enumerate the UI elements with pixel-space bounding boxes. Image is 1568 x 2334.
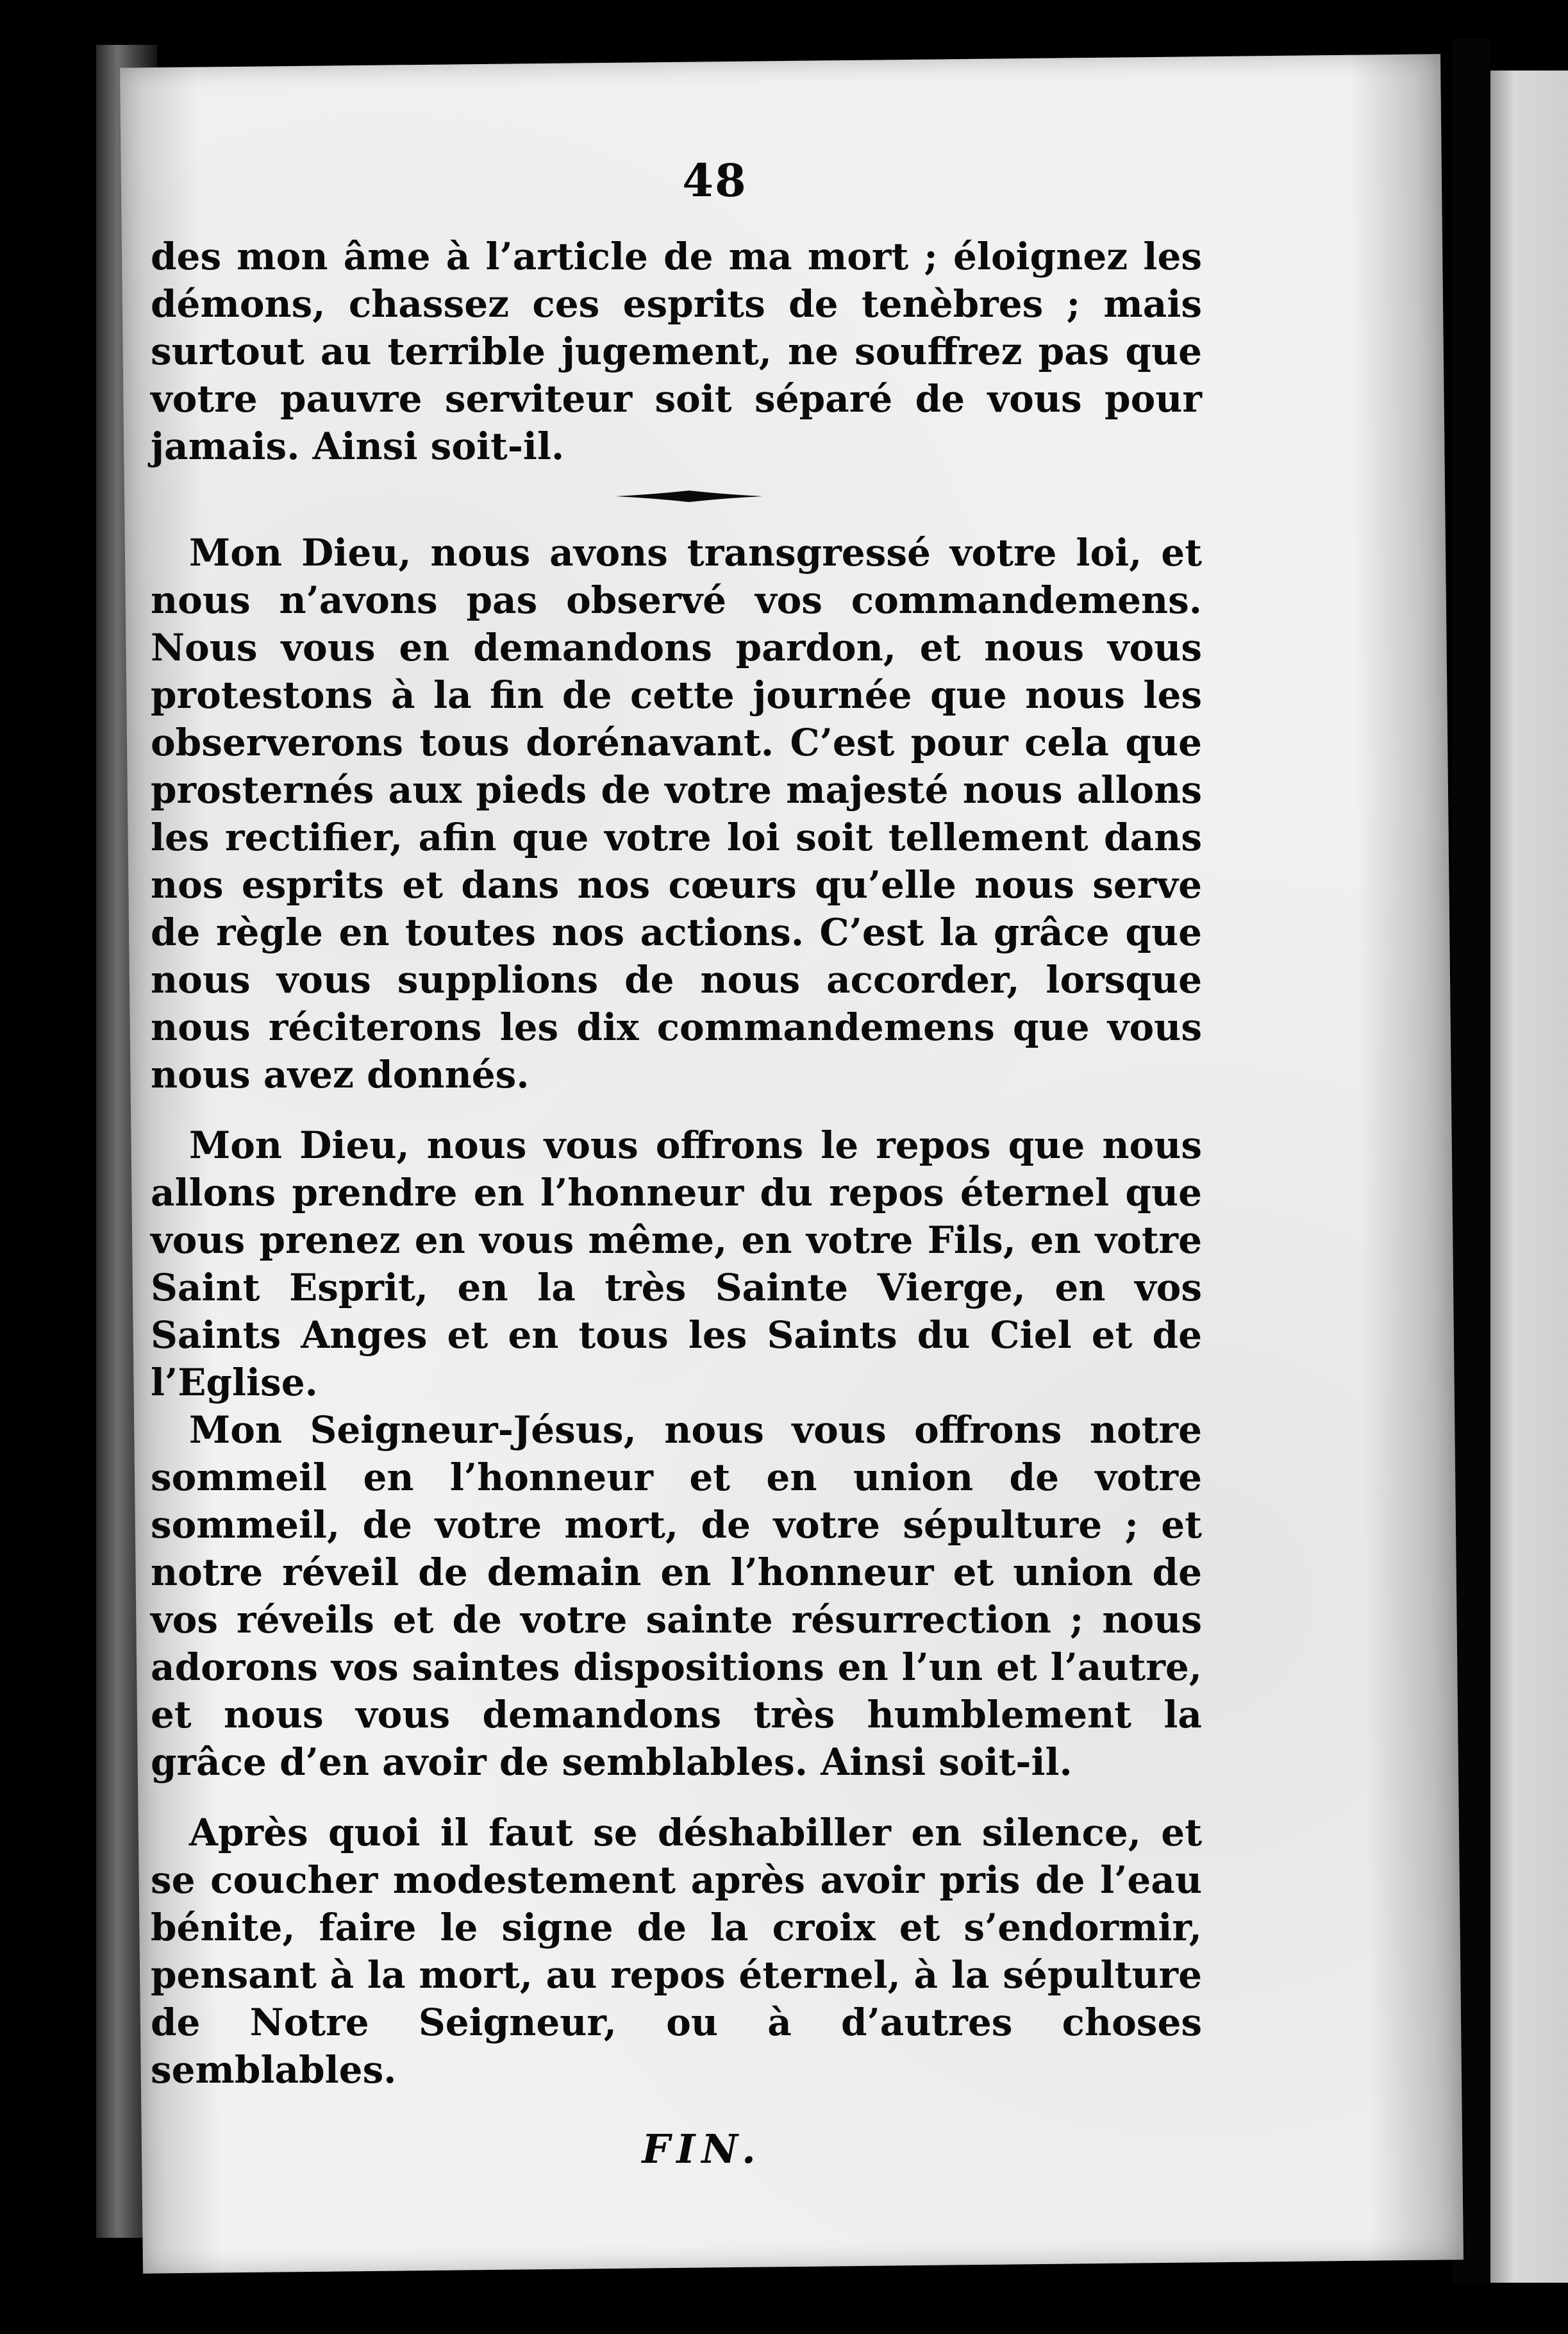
- end-text: FIN.: [642, 2126, 762, 2172]
- paragraph-coucher: Après quoi il faut se déshabiller en silence, et se coucher modestement après avoir pris de l’eau bénite, faire le signe de la croix et s’endormir, pensant à la mort, au repos éternel, à la sépulture de Notre Seigneur, ou à d’autres choses semblables.: [151, 1811, 1202, 2092]
- next-page-edge: [1490, 71, 1568, 2283]
- page-text: [151, 154, 1202, 2172]
- paragraph-continuation: des mon âme à l’article de ma mort ; éloignez les démons, chassez ces esprits de tenèbres ; mais surtout au terrible jugement, ne souffrez pas que votre pauvre serviteur soit séparé de vous pour jamais. Ainsi soit-il.: [151, 235, 1202, 468]
- paragraph-transgression: Mon Dieu, nous avons transgressé votre loi, et nous n’avons pas observé vos commandemens. Nous vous en demandons pardon, et nous vous protestons à la fin de cette journée que nous les observerons tous dorénavant. C’est pour cela que prosternés aux pieds de votre majesté nous allons les rectifier, afin que votre loi soit tellement dans nos esprits et dans nos cœurs qu’elle nous serve de règle en toutes nos actions. C’est la grâce que nous vous supplions de nous accorder, lorsque nous réciterons les dix commandemens que vous nous avez donnés.: [151, 531, 1202, 1096]
- paragraph-sommeil: Mon Seigneur-Jésus, nous vous offrons notre sommeil en l’honneur et en union de votre sommeil, de votre mort, de votre sépulture ; et notre réveil de demain en l’honneur et union de vos réveils et de votre sainte résurrection ; nous adorons vos saintes dispositions en l’un et l’autre, et nous vous demandons très humblement la grâce d’en avoir de semblables. Ainsi soit-il.: [151, 1408, 1202, 1784]
- page-number: 48: [682, 154, 747, 207]
- paragraph-repos: Mon Dieu, nous vous offrons le repos que nous allons prendre en l’honneur du repos éternel que vous prenez en vous même, en votre Fils, en votre Saint Esprit, en la très Sainte Vierge, en vos Saints Anges et en tous les Saints du Ciel et de l’Eglise.: [151, 1123, 1202, 1404]
- ornament-divider: [590, 489, 763, 503]
